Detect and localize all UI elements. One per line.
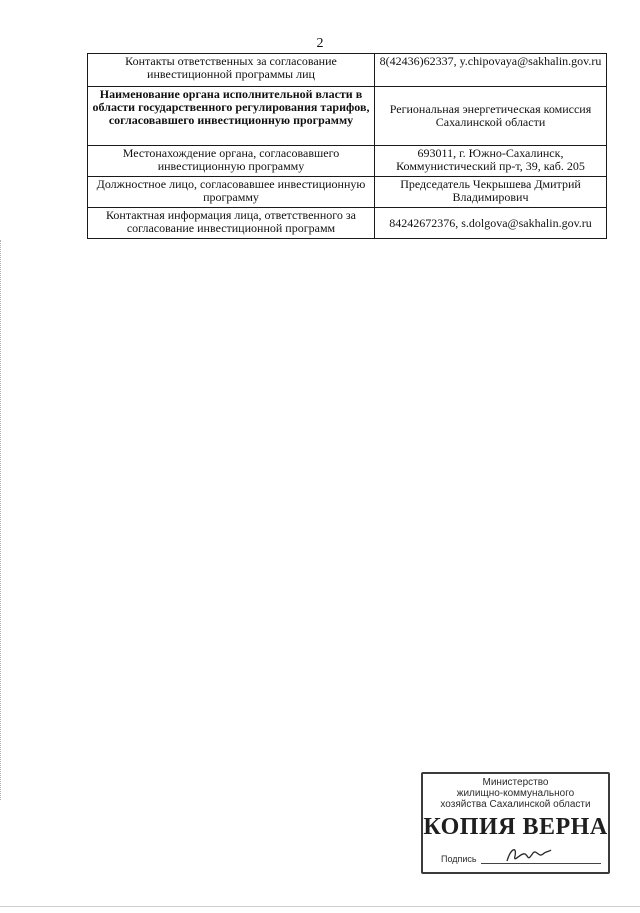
handwritten-signature: [503, 844, 553, 866]
row-value: 84242672376, s.dolgova@sakhalin.gov.ru: [375, 208, 607, 239]
scan-bottom-line: [0, 906, 640, 907]
stamp-sign-label: Подпись: [441, 854, 477, 864]
stamp-line-2: жилищно-коммунального: [456, 788, 575, 799]
row-value: Региональная энергетическая комиссия Сахалинской области: [375, 87, 607, 146]
row-label: Местонахождение органа, согласовавшего инвестиционную программу: [88, 146, 375, 177]
row-label: Наименование органа исполнительной власти в области государственного регулирования тарифов, согласовавшего инвестиционную программу: [88, 87, 375, 146]
stamp-line-1: Министерство: [482, 777, 549, 788]
page-number: 2: [316, 36, 324, 51]
row-value: 693011, г. Южно-Сахалинск, Коммунистический пр-т, 39, каб. 205: [375, 146, 607, 177]
row-label: Должностное лицо, согласовавшее инвестиционную программу: [88, 177, 375, 208]
table-row: [88, 146, 607, 177]
row-label: Контакты ответственных за согласование инвестиционной программы лиц: [88, 54, 375, 87]
info-table: [87, 53, 607, 239]
scan-margin-line: [0, 240, 2, 800]
row-value: 8(42436)62337, y.chipovaya@sakhalin.gov.ru: [375, 54, 607, 87]
table-row: [88, 87, 607, 146]
row-label: Контактная информация лица, ответственного за согласование инвестиционной программ: [88, 208, 375, 239]
row-value: Председатель Чекрышева Дмитрий Владимирович: [375, 177, 607, 208]
stamp-line-3: хозяйства Сахалинской области: [440, 799, 591, 810]
table-row: [88, 208, 607, 239]
stamp-title: КОПИЯ ВЕРНА: [423, 814, 608, 840]
table-row: [88, 54, 607, 87]
copy-certified-stamp: [421, 772, 610, 874]
table-row: [88, 177, 607, 208]
